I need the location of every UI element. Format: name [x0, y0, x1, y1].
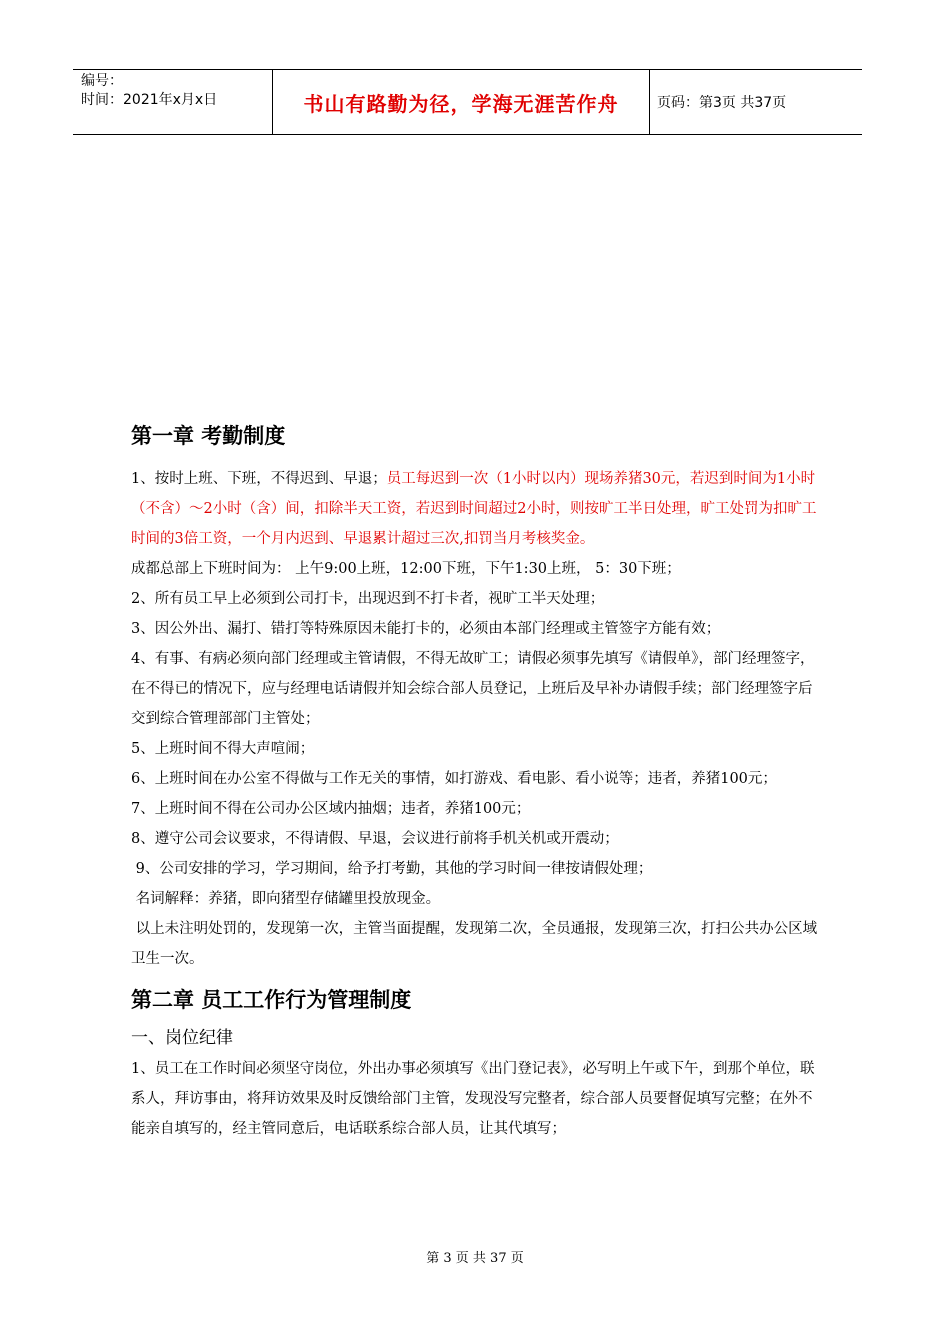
term-definition: 名词解释：养猪，即向猪型存储罐里投放现金。 [131, 891, 441, 907]
office-hours: 成都总部上下班时间为： 上午9:00上班，12:00下班，下午1:30上班， 5：30下班； [131, 561, 681, 577]
attendance-rule-1 [131, 464, 821, 554]
section-1-title: 一、岗位纪律 [131, 1028, 233, 1048]
attendance-rule-9: 9、公司安排的学习，学习期间，给予打考勤，其他的学习时间一律按请假处理； [131, 861, 653, 877]
attendance-rule-6: 6、上班时间在办公室不得做与工作无关的事情，如打游戏、看电影、看小说等；违者，养猪100元； [131, 771, 777, 787]
chapter-1-title: 第一章 考勤制度 [131, 424, 286, 448]
header-meta [73, 70, 273, 134]
penalty-note: 以上未注明处罚的，发现第一次，主管当面提醒，发现第二次，全员通报，发现第三次，打扫公共办公区域卫生一次。 [131, 921, 818, 967]
rule-1-penalty-text: 员工每迟到一次（1小时以内）现场养猪30元，若迟到时间为1小时（不含）～2小时（含）间，扣除半天工资，若迟到时间超过2小时，则按旷工半日处理，旷工处罚为扣旷工时间的3倍工资，一个月内迟到、早退累计超过三次,扣罚当月考核奖金。 [131, 471, 817, 547]
document-number-label: 编号： [81, 73, 123, 89]
conduct-rule-1: 1、员工在工作时间必须坚守岗位，外出办事必须填写《出门登记表》，必写明上午或下午，到那个单位，联系人，拜访事由，将拜访效果及时反馈给部门主管，发现没写完整者，综合部人员要督促填写完整；在外不能亲自填写的，经主管同意后，电话联系综合部人员，让其代填写； [131, 1061, 815, 1137]
attendance-rule-2: 2、所有员工早上必须到公司打卡，出现迟到不打卡者，视旷工半天处理； [131, 591, 605, 607]
header-motto: 书山有路勤为径，学海无涯苦作舟 [273, 70, 650, 134]
attendance-rule-4: 4、有事、有病必须向部门经理或主管请假，不得无故旷工；请假必须事先填写《请假单》，部门经理签字，在不得已的情况下，应与经理电话请假并知会综合部人员登记，上班后及早补办请假手续；部门经理签字后交到综合管理部部门主管处； [131, 651, 815, 727]
chapter-2-title: 第二章 员工工作行为管理制度 [131, 988, 412, 1012]
page-footer: 第 3 页 共 37 页 [426, 1251, 524, 1266]
document-date: 时间：2021年x月x日 [81, 92, 218, 108]
attendance-rule-3: 3、因公外出、漏打、错打等特殊原因未能打卡的，必须由本部门经理或主管签字方能有效； [131, 621, 721, 637]
attendance-rule-7: 7、上班时间不得在公司办公区域内抽烟；违者，养猪100元； [131, 801, 531, 817]
document-body [131, 418, 821, 1144]
page-header [73, 69, 862, 135]
attendance-rule-8: 8、遵守公司会议要求，不得请假、早退，会议进行前将手机关机或开震动； [131, 831, 619, 847]
rule-1-text: 1、按时上班、下班，不得迟到、早退； [131, 471, 387, 487]
attendance-rule-5: 5、上班时间不得大声喧闹； [131, 741, 315, 757]
header-page-number: 页码：第3页 共37页 [657, 95, 787, 111]
